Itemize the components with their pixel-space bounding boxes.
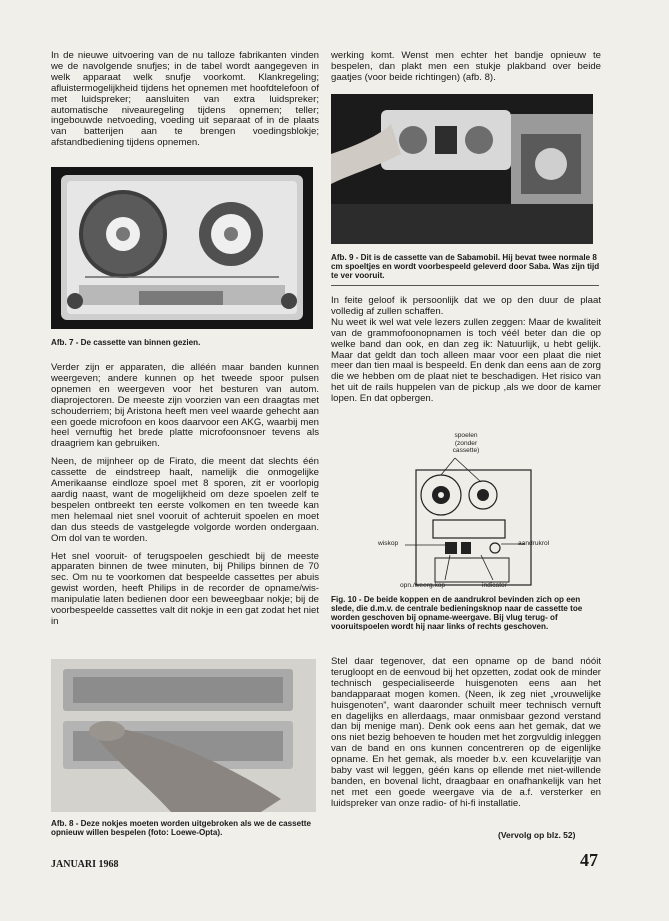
- figure-7-photo: [51, 167, 313, 329]
- figure-8-photo: [51, 659, 316, 812]
- left-column-top: [51, 51, 319, 156]
- right-column-bottom: [331, 657, 601, 812]
- label-spoelen: spoelen (zonder cassette): [452, 432, 480, 454]
- left-paragraph-4: Het snel vooruit- of terugspoelen geschiedt bij de meeste apparaten binnen de twee minuten, bij Philips binnen de 70 sec. Om nu te voorkomen dat bespeelde cassettes per abuis gewist worden, heeft Philips in de recorder de opname/wis-manipulatie laten bedienen door een beweegbaar nokje; bij de voorbespeelde cassettes valt dit nokje in een gat zodat het niet in: [51, 550, 319, 627]
- cassette-interior-image: [51, 167, 313, 329]
- left-column-body: [51, 363, 319, 635]
- figure-8-caption: Afb. 8 - Deze nokjes moeten worden uitgebroken als we de cassette opnieuw willen bespelen (foto: Loewe-Opta).: [51, 819, 311, 837]
- cassette-finger-image: [51, 659, 316, 812]
- figure-9-caption: Afb. 9 - Dit is de cassette van de Sabamobil. Hij bevat twee normale 8 cm spoeltjes en wordt voorbespeeld geleverd door Saba. Was zijn tijd te ver vooruit.: [331, 253, 600, 280]
- footer-issue-date: JANUARI 1968: [51, 859, 119, 870]
- right-paragraph-1: werking komt. Wenst men echter het bandje opnieuw te bespelen, dan plakt men een stukje plakband over beide gaatjes (voor beide richtingen) (afb. 8).: [331, 50, 601, 83]
- left-paragraph-2: Verder zijn er apparaten, die alléén maar banden kunnen weergeven; andere kunnen op het tweede spoor pulsen opnemen en weergeven voor het besturen van autom. diaprojectoren. De meeste zijn voorzien van een draagtas met schouderriem; bij Aristona heeft men veel waarde gehecht aan een goede microfoon en koos daarvoor een AKG, waarbij men heel vernuftig het brede platte microfoonsnoer tevens als draagriem kan gebruiken.: [51, 362, 319, 450]
- figure-7-caption: Afb. 7 - De cassette van binnen gezien.: [51, 338, 201, 347]
- left-paragraph-1: In de nieuwe uitvoering van de nu talloze fabrikanten vinden we de navolgende snufjes; in de tabel wordt aangegeven in welk apparaat welk snufje voorkomt. Klankregeling; afluistermogelijkheid tijdens het opnemen met hoofdtelefoon of met luidspreker; aansluiten van extra luidspreker; automatische niveauregeling tijdens opnemen; teller; ingebouwde netvoeding, voeding uit separaat of in de plaats van batterijen aan te brengen voedingsblokje; afstandbediening tijdens opnemen.: [51, 50, 319, 149]
- divider-rule: [331, 285, 599, 286]
- right-paragraph-2: In feite geloof ik persoonlijk dat we op den duur de plaat volledig af zullen schaffen. Nu weet ik wel wat vele lezers zullen zeggen: Maar de kwaliteit van de grammofoonopnamen is toch véél beter dan die op welke band dan ook, en dan zeg ik: Natuurlijk, u hebt gelijk. Maar dat geldt dan toch alleen maar voor een plaat die niet meer dan tien maal is bespeeld. En denk dan eens aan de zorg die we hebben om de plaat niet te beschadigen. Het risico van het uit de rails huppelen van de pickup ,als we door de kamer lopen. En dat opbergen.: [331, 295, 601, 405]
- label-opn-weerg-kop: opn./weerg.kop: [400, 582, 446, 589]
- sabamobil-cassette-image: [331, 94, 593, 244]
- figure-9-photo: [331, 94, 593, 244]
- right-column-top: [331, 51, 601, 91]
- page-number: 47: [580, 850, 598, 870]
- label-aandrukrol: aandrukrol: [518, 540, 550, 547]
- right-paragraph-3: Stel daar tegenover, dat een opname op de band nóóit terugloopt en de eenvoud bij het opzetten, zodat ook de minder technisch gespecialiseerde huisgenoten eens aan het bandapparaat mogen komen. (Neen, ik zeg niet „vrouwelijke huisgenoten”, want daaronder schuilt meer technisch vernuft en dagelijks en allerdaags, maar onmisbaar gezond verstand dan bij menige man). Denk ook eens aan het gemak, dat we ons niet bezig behoeven te houden met het zorgvuldig inleggen van de band en ons kunnen concentreren op de eigenlijke opname. En het gemak, als moeder b.v. een kcuvelarijtje van baby vast wil leggen, géén kans op ellende met niet-willende banden, en bovenal licht, draagbaar en onafhankelijk van het net met een goede weergave via de a.f. versterker en luidspreker van onze radio- of hi-fi installatie.: [331, 656, 601, 809]
- left-paragraph-3: Neen, de mijnheer op de Firato, die meent dat slechts één cassette de eindstreep haalt, namelijk die onmogelijke Amerikaanse eindloze spoel met 8 sporen, zit er voorlopig aardig naast, want de mogelijkheid om deze spoelen zelf te bespelen ontbreekt ten eerste volkomen en ten tweede kan men helemaal niet snel vooruit of achteruit spoelen en moet dan dus steeds de vastgelegde volgorde worden ondergaan. Om dol van te worden.: [51, 456, 319, 544]
- figure-10-caption: Fig. 10 - De beide koppen en de aandrukrol bevinden zich op een slede, die d.m.v. de centrale bedieningsknop naar de cassette toe worden geschoven bij opname-weergave. Bij vlug terug- of vooruitspoelen wordt hij naar links of rechts geschoven.: [331, 595, 583, 631]
- label-wiskop: wiskop: [378, 540, 399, 547]
- continued-note: (Vervolg op blz. 52): [498, 830, 576, 840]
- label-indicator: indicator: [482, 582, 507, 589]
- right-column-middle: [331, 296, 601, 412]
